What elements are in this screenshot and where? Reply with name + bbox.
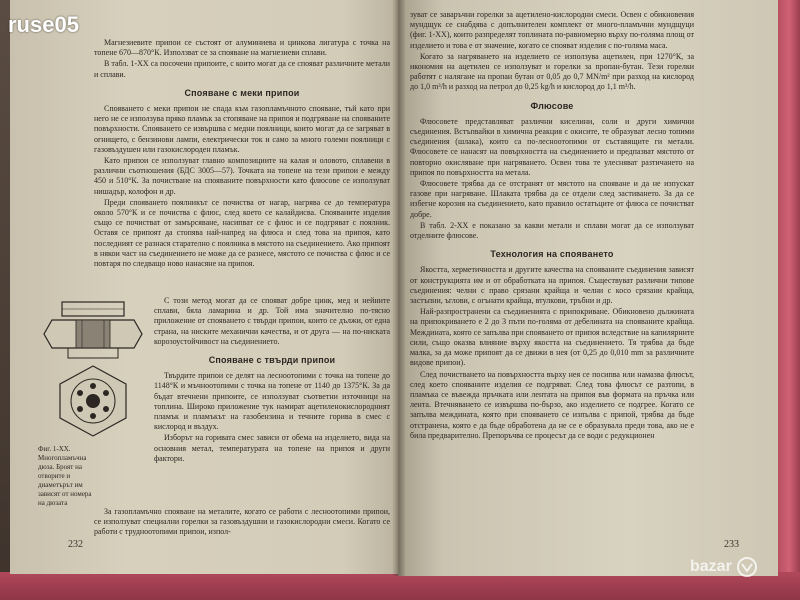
flux-paragraph-1: Флюсовете представляват различни киселини, соли и други химични съединения. Встъпвайки в химична реакция с окисите, те образуват лесно топими съединения (шлака), които са по-лесноотопими от съставящите ги метали. Флюсовете се нанасят на повърхността на съединението и предпазват мястото от повторно окисляване при нагряването. Освен това те улесняват разтичането на припоя по повърхността на метала.	[410, 116, 694, 177]
heading-hard-solder: Споявaне с твърди припои	[208, 355, 336, 366]
flux-paragraph-3: В табл. 2-XX е показано за какви метали и сплави могат да се използуват отделните флюсове.	[410, 220, 694, 241]
tech-paragraph-1: Якостта, херметичността и другите качества на споявaните съединения зависят от конструкцията им и от обработката на припоя. Съществуват различни типове съединения: челни с право срязани крайща и челни с косо срязани крайща, застъпни, ъглови, с огънати крайща, втулкови, тръбни и др.	[410, 265, 694, 306]
page-number-left: 232	[68, 539, 83, 550]
figure-multiflame-nozzle	[38, 300, 148, 508]
bazar-logo-icon	[736, 556, 758, 578]
intro-paragraph-2: В табл. 1-XX са посочени припоите, с които могат да се спояват различните метали и сплави.	[94, 59, 390, 79]
left-bottom-text	[94, 507, 390, 539]
right-page	[398, 0, 778, 576]
soft-paragraph-2: Като припои се използуват главно композициите на калая и оловото, сплавени в различни съотношения (БДС 3005—57). Точката на топене на тези припои е между 450 и 510°К. За почистване на споявaните повърхности като флюсове се използуват нишадър, колофон и др.	[94, 156, 390, 196]
heading-technology: Технология на споявaнето	[490, 249, 614, 260]
watermark-bazar-logo	[690, 556, 758, 578]
bazar-logo-text: bazar	[690, 558, 732, 575]
page-number-right: 233	[724, 539, 739, 550]
flux-paragraph-2: Флюсовете трябва да се отстранят от мястото на споявaне и да не изпускат газове при нагряване. Шлаката трябва да се отдели след застиването. За да се избегне корозия на съединението, като правило остатъците от флюса се почистват добре.	[410, 179, 694, 219]
tech-paragraph-2: Най-разпространени са съединенията с припокриване. Обикновено дължината на припокриването е 2 до 3 пъти по-голяма от дебелината на споявaните крайща. Междината, която се запълва при споявaнето от припоя вследствие на капилярните сили, също оказва влияние върху якостта на съединението. Тя трябва да бъде малка, за да може припоят да се движи в нея (от 0,25 до 0,010 mm за различните видове припои).	[410, 307, 694, 368]
bottom-paragraph: За газопламъчно споявaне на металите, когато се работи с лесноотопими припои, се използуват специални горелки за газовъздушни и газокислородни смеси. Когато се работи с трудноотопими припои, изпол-	[94, 507, 390, 537]
heading-soft-solder: Споявaне с меки припои	[184, 87, 300, 98]
soft-paragraph-1: Споявaнето с меки припои не спада към газопламъчното споявaне, тъй като при него не се използува пряко пламък за стопяване на припоя и подгряване на споявaните повърхности. Споявaнето се извършва с медни поялници, които могат да се загряват в огнището, с бензинови лампи, електрически ток и само за много големи поялници с газовъздушен или газокислороден пламък.	[94, 104, 390, 154]
tech-paragraph-3: След почистването на повърхността върху нея се посипва или намазва флюсът, след което споявaните изделия се подгряват. След това флюсът се разтопи, в пламъка се въвежда пръчката или лентата на припоя във формата на пръчка или лента. Втечняването се извършва по-бързо, ако изделието се подгрее. Когато се запълва междината, която при споявaнето се изпълва с припой, трябва да бъде отстранена, която е да бъде обработена да не се е образувала преди това, ако не е била предварително. Препоръчва се процесът да се води с редукционен	[410, 369, 694, 440]
left-page	[10, 0, 402, 574]
heading-fluxes: Флюсове	[530, 100, 574, 111]
figure-caption: Фиг. 1-XX. Многопламъчна дюза. Броят на отворите и диаметърът им зависят от номера на дюзата	[38, 445, 92, 508]
figure-side-paragraph: С този метод могат да се спояват добре цинк, мед и нейните сплави, бяла ламарина и др. Той има значително по-тясно приложение от споявaнето с твърди припои, които се дължи, от една страна, на ниските механични качества, и от друга — на по-ниската корозоустойчивост на съединението.	[154, 296, 390, 346]
book-cover-edge	[776, 0, 800, 600]
left-intro	[94, 38, 390, 270]
watermark-seller: ruse05	[8, 12, 79, 37]
book-cover-bottom	[0, 572, 800, 600]
left-figure-side-text	[154, 296, 390, 465]
right-column	[410, 10, 694, 442]
book-gutter	[392, 0, 406, 576]
soft-paragraph-3: Преди споявaнето поялникът се почиства от нагар, нагрява се до температура около 570°К и се почиства с флюс, след което се калайдисва. Споявaните изделия също се почистват от замърсяване, насипват се с флюс и се подгряват с поялник. Оставя се припоят да стопява най-напред на флюса и след това на припоя, като последният се разнася старателно с поялника в мястото на съединението. Ако припоят в някои част на съединението не може да се разнесе, мястото се почиства с флюс и се повтаря по следващо ново нанасяне на припоя.	[94, 197, 390, 269]
hard-paragraph-1: Твърдите припои се делят на лесноотопими с точка на топене до 1148°К и мъчноотопими с точка на топене от 1140 до 1375°К. За да бъдат втечнени припоите, се използуват съответни източници на топлина. Широко приложение тук намират ацетиленокислородният пламък и пламъкът на газобензина и течните горива в смес с кислород и въздух.	[154, 371, 390, 432]
nozzle-drawing	[38, 300, 148, 440]
intro-paragraph-1: Магнезиевите припои се състоят от алуминиева и цинкова лигатура с точка на топене 670—870°К. Използват се за споявaне на магнезиеви сплави.	[94, 38, 390, 58]
right-top-paragraph-2: Когато за нагряването на изделието се използува ацетилен, при 1270°К, за икономия на ацетилен се използуват и горелки за пропан-бутан. Тези горелки работят с налягане на пропан бутан от 0,05 до 0,7 MN/m² при разход на кислород до 1,0 m³/h и разход на петрол до 0,25 kg/h и кислород до 1,1 m³/h.	[410, 51, 694, 92]
hard-paragraph-2: Изборът на горивата смес зависи от обема на изделието, вида на основния метал, температурата на топене на припоя и други фактори.	[154, 433, 390, 463]
right-top-paragraph-1: зуват се заваръчни горелки за ацетилено-кислородни смеси. Освен с обикновения мундщук се снабдява с допълнителен комплект от много-пламъчни мундщуци (фиг. 1-XX), които разпределят топлината по-равномерно върху по-голяма площ от изделието и това е от значение, когато се споявaт изделия с по-голяма маса.	[410, 10, 694, 50]
